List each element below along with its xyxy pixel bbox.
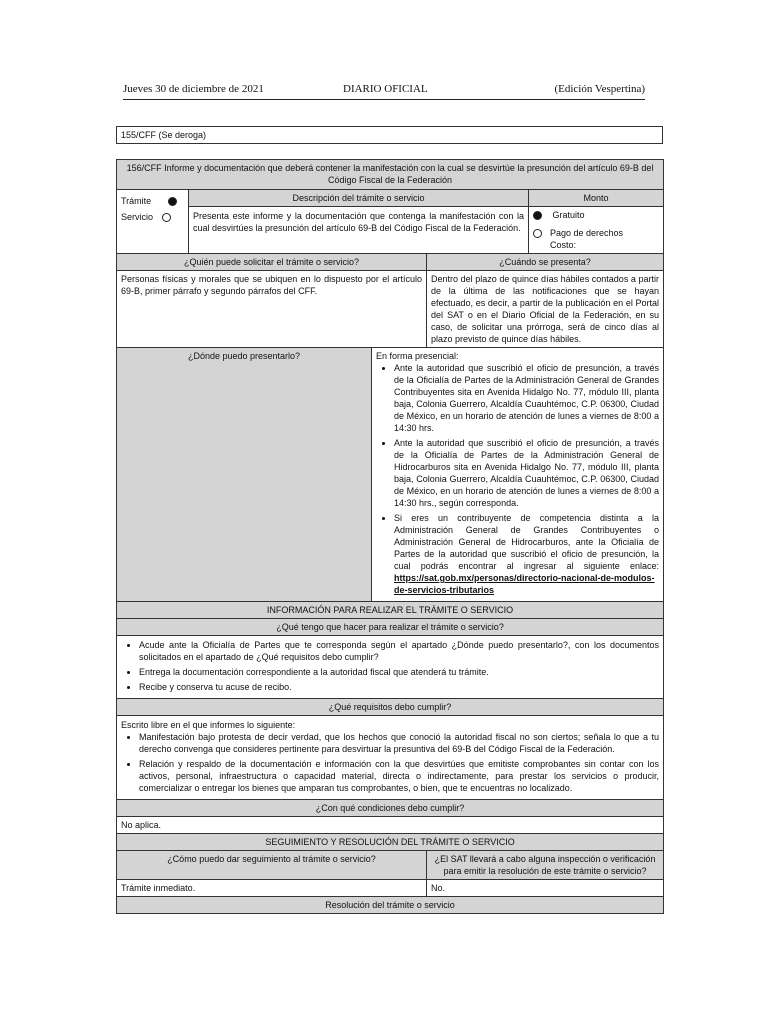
type-cell [117, 190, 189, 254]
where-cell [372, 348, 664, 602]
cond-header: ¿Con qué condiciones debo cumplir? [117, 800, 664, 817]
derogated-row [116, 126, 663, 144]
gratuito-radio[interactable] [533, 211, 542, 220]
where-intro: En forma presencial: [376, 351, 459, 361]
where-list [376, 362, 659, 596]
req-header: ¿Qué requisitos debo cumplir? [117, 699, 664, 716]
monto-header: Monto [529, 190, 664, 207]
monto-cell [529, 207, 664, 254]
tramite-label: Trámite [121, 196, 152, 206]
what-header: ¿Qué tengo que hacer para realizar el trámite o servicio? [117, 619, 664, 636]
where-header: ¿Dónde puedo presentarlo? [117, 348, 372, 602]
pago-radio[interactable] [533, 229, 542, 238]
desc-header: Descripción del trámite o servicio [189, 190, 529, 207]
derogated-text: 155/CFF (Se deroga) [121, 130, 207, 140]
req-list [121, 731, 659, 794]
when-header: ¿Cuándo se presenta? [427, 254, 664, 271]
info-header: INFORMACIÓN PARA REALIZAR EL TRÁMITE O SERVICIO [117, 602, 664, 619]
what-cell [117, 636, 664, 699]
servicio-radio[interactable] [162, 213, 171, 222]
header-publication: DIARIO OFICIAL [343, 83, 428, 95]
who-header: ¿Quién puede solicitar el trámite o servicio? [117, 254, 427, 271]
inspect-header: ¿El SAT llevará a cabo alguna inspección o verificación para emitir la resolución de este trámite o servicio? [427, 851, 664, 880]
inspect-text: No. [427, 880, 664, 897]
who-text: Personas físicas y morales que se ubiquen en lo dispuesto por el artículo 69-B, primer párrafo y segundo párrafos del CFF. [117, 271, 427, 348]
costo-label: Costo: [550, 240, 577, 250]
list-item: • Manifestación bajo protesta de decir verdad, que los hechos que conoció la autoridad fiscal no son ciertos; señala lo que a tu derecho convenga que consideres pertinente para desvirtuar la presuntiva del 69-B del Código Fiscal de la Federación. [139, 731, 659, 755]
list-item: • Ante la autoridad que suscribió el oficio de presunción, a través de la Oficialía de Partes de la Administración General de Hidrocarburos sita en Avenida Hidalgo No. 77, módulo III, planta baja, Colonia Guerrero, Alcaldía Cuauhtémoc, C.P. 06300, Ciudad de México, en un horario de atención de lunes a viernes de 8:00 a 14:30 hrs., según corresponda. [394, 437, 659, 509]
when-text: Dentro del plazo de quince días hábiles contados a partir de la última de las notificaciones que se hayan efectuado, es decir, a partir de la publicación en el Portal del SAT o en el Diario Oficial de la Federación, en su caso, de solicitar una prórroga, será de cinco días al plazo previsto de quince días hábiles. [427, 271, 664, 348]
servicio-label: Servicio [121, 212, 154, 222]
cond-text: No aplica. [117, 817, 664, 834]
pago-label: Pago de derechos [550, 228, 624, 238]
list-item: • Ante la autoridad que suscribió el oficio de presunción, a través de la Oficialía de Partes de la Administración General de Grandes Contribuyentes sita en Avenida Hidalgo No. 77, módulo III, planta baja, Colonia Guerrero, Alcaldía Cuauhtémoc, C.P. 06300, Ciudad de México, en un horario de atención de lunes a viernes de 8:00 a 14:30 hrs. [394, 362, 659, 434]
follow-header: SEGUIMIENTO Y RESOLUCIÓN DEL TRÁMITE O SERVICIO [117, 834, 664, 851]
list-item: • Acude ante la Oficialía de Partes que te corresponda según el apartado ¿Dónde puedo presentarlo?, con los documentos solicitados en el apartado de ¿Qué requisitos debo cumplir? [139, 639, 659, 663]
list-item: • Recibe y conserva tu acuse de recibo. [139, 681, 659, 693]
header-date: Jueves 30 de diciembre de 2021 [123, 83, 264, 95]
header-edition: (Edición Vespertina) [554, 83, 645, 95]
procedure-table [116, 159, 664, 914]
req-intro: Escrito libre en el que informes lo siguiente: [121, 720, 296, 730]
track-header: ¿Cómo puedo dar seguimiento al trámite o servicio? [117, 851, 427, 880]
what-list [121, 639, 659, 693]
resolution-header: Resolución del trámite o servicio [117, 897, 664, 914]
list-item: • Entrega la documentación correspondiente a la autoridad fiscal que atenderá tu trámite. [139, 666, 659, 678]
track-text: Trámite inmediato. [117, 880, 427, 897]
where-item3-text: Si eres un contribuyente de competencia distinta a la Administración General de Grandes Contribuyentes o Administración General de Hidrocarburos, ante la Oficialía de Partes de la autoridad que suscribió el oficio de presunción, la cual podrás encontrar al ingresar al siguiente enlace: [394, 513, 660, 571]
gratuito-label: Gratuito [552, 210, 585, 220]
list-item [394, 512, 659, 596]
tramite-radio[interactable] [168, 197, 177, 206]
description-text: Presenta este informe y la documentación que contenga la manifestación con la cual desvirtúes la presunción del artículo 69-B del Código Fiscal de la Federación. [189, 207, 529, 254]
req-cell [117, 716, 664, 800]
procedure-title: 156/CFF Informe y documentación que deberá contener la manifestación con la cual se desvirtúe la presunción del artículo 69-B del Código Fiscal de la Federación [117, 160, 664, 190]
page-header [123, 83, 645, 100]
directory-link[interactable]: https://sat.gob.mx/personas/directorio-nacional-de-modulos-de-servicios-tributarios [394, 573, 655, 595]
list-item: • Relación y respaldo de la documentación e información con la que desvirtúes que emitiste comprobantes sin contar con los activos, personal, infraestructura o capacidad material, directa o indirectamente, para prestar los servicios o producir, comercializar o entregar los bienes que amparan tus comprobantes, o bien, que te encuentras no localizado. [139, 758, 659, 794]
